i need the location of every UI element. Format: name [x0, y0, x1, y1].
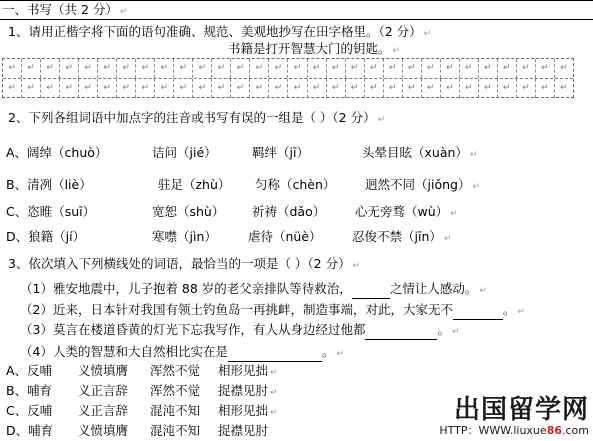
grid-cell[interactable]: ↵	[155, 59, 174, 78]
q3-option-b-3: 浑然不觉	[150, 383, 201, 398]
grid-cell[interactable]: ↵	[403, 79, 422, 98]
q3-item-3: （3）莫言在楼道昏黄的灯光下忘我写作，有人从身边经过他都 。 ↵	[20, 322, 460, 340]
q2-row-c-3: 祈祷（dǎo）	[252, 204, 326, 219]
grid-cell[interactable]: ↵	[460, 79, 479, 98]
grid-cell[interactable]: ↵	[60, 59, 79, 78]
section-rule	[0, 19, 593, 20]
grid-cell[interactable]: ↵	[41, 59, 60, 78]
q3-option-a-3: 浑然不觉	[150, 363, 201, 378]
grid-cell[interactable]: ↵	[174, 59, 193, 78]
watermark-url: HTTP：WWW.liuxue86.com	[439, 424, 589, 437]
writing-grid	[2, 58, 574, 98]
grid-cell[interactable]: ↵	[560, 63, 568, 73]
answer-blank[interactable]	[352, 285, 390, 299]
grid-cell[interactable]: ↵	[498, 79, 517, 98]
q3-option-b-4: 捉襟见肘 ↵	[218, 383, 278, 398]
q3-option-c-3: 混沌不知	[150, 403, 201, 418]
grid-cell[interactable]: ↵	[536, 79, 555, 98]
grid-cell[interactable]: ↵	[79, 59, 98, 78]
q2-row-b: B、清冽（liè）	[6, 177, 92, 192]
grid-cell[interactable]: ↵	[346, 79, 365, 98]
grid-cell[interactable]: ↵	[327, 59, 346, 78]
q3-option-a-4: 相形见拙 ↵	[218, 363, 278, 378]
grid-cell[interactable]: ↵	[3, 79, 22, 98]
grid-cell[interactable]: ↵	[174, 79, 193, 98]
q2-row-b-4: 迥然不同（jiǒng） ↵	[365, 177, 480, 192]
grid-cell[interactable]: ↵	[136, 79, 155, 98]
q2-prompt: 2、下列各组词语中加点字的注音或书写有误的一组是（ ）（2 分） ↵	[8, 110, 386, 125]
grid-cell[interactable]: ↵	[536, 59, 555, 78]
grid-cell[interactable]: ↵	[441, 59, 460, 78]
grid-cell[interactable]: ↵	[136, 59, 155, 78]
q3-option-c-2: 义正言辞	[78, 403, 129, 418]
q3-option-a-2: 义愤填膺	[78, 363, 129, 378]
q2-row-a-3: 羁绊（jī）	[252, 145, 309, 160]
grid-cell[interactable]: ↵	[22, 79, 41, 98]
q2-row-c: C、恣睢（suī）	[6, 204, 96, 219]
q3-option-c-4: 相形见拙 ↵	[218, 403, 278, 418]
grid-row-2	[3, 79, 573, 98]
q2-row-d-3: 虐待（nüè）	[248, 229, 322, 244]
answer-blank[interactable]	[453, 306, 503, 320]
watermark-title: 出国留学网	[453, 395, 589, 425]
grid-cell[interactable]: ↵	[288, 79, 307, 98]
grid-cell[interactable]: ↵	[365, 59, 384, 78]
section-title: 一、书写（共 2 分） ↵	[2, 2, 128, 17]
top-rule	[0, 0, 593, 1]
answer-blank[interactable]	[228, 348, 322, 362]
q1-prompt: 1、请用正楷字将下面的语句准确、规范、美观地抄写在田字格里。（2 分） ↵	[8, 24, 432, 39]
grid-cell[interactable]: ↵	[384, 59, 403, 78]
grid-cell[interactable]: ↵	[212, 59, 231, 78]
grid-cell[interactable]: ↵	[193, 79, 212, 98]
grid-cell[interactable]: ↵	[346, 59, 365, 78]
grid-cell[interactable]: ↵	[308, 79, 327, 98]
q3-item-2: （2）近来，日本针对我国有领土钓鱼岛一再挑衅，制造事端，对此，大家无不 。 ↵	[20, 302, 525, 320]
q3-option-b-2: 义正言辞	[78, 383, 129, 398]
q3-option-c: C、反哺	[6, 403, 53, 418]
q3-option-d-3: 混沌不知	[150, 423, 201, 438]
grid-cell[interactable]: ↵	[231, 79, 250, 98]
q2-row-b-2: 驻足（zhù）	[158, 177, 231, 192]
grid-cell[interactable]: ↵	[79, 79, 98, 98]
q3-prompt: 3、依次填入下列横线处的词语，最恰当的一项是（ ）（2 分） ↵	[8, 256, 361, 271]
grid-cell[interactable]: ↵	[460, 59, 479, 78]
q3-item-1: （1）雅安地震中，儿子抱着 88 岁的老父亲排队等待救治， 之情让人感动。 ↵	[20, 281, 487, 299]
grid-cell[interactable]: ↵	[403, 59, 422, 78]
q2-row-a-4: 头晕目眩（xuàn） ↵	[362, 145, 478, 160]
answer-blank[interactable]	[365, 326, 437, 340]
grid-cell[interactable]: ↵	[117, 59, 136, 78]
grid-cell[interactable]: ↵	[365, 79, 384, 98]
site-watermark	[439, 395, 589, 437]
grid-cell[interactable]: ↵	[155, 79, 174, 98]
grid-cell[interactable]: ↵	[498, 59, 517, 78]
grid-cell[interactable]: ↵	[98, 79, 117, 98]
grid-cell[interactable]: ↵	[517, 79, 536, 98]
grid-cell[interactable]: ↵	[212, 79, 231, 98]
q2-row-a: A、阔绰（chuò）	[6, 145, 108, 160]
q1-sentence: 书籍是打开智慧大门的钥匙。 ↵	[228, 41, 401, 56]
grid-cell[interactable]: ↵	[288, 59, 307, 78]
q2-row-a-2: 诘问（jié）	[152, 145, 217, 160]
q3-option-d-4: 捉襟见肘	[218, 423, 269, 438]
grid-cell[interactable]: ↵	[479, 79, 498, 98]
q2-row-b-3: 匀称（chèn）	[255, 177, 336, 192]
grid-cell[interactable]: ↵	[441, 79, 460, 98]
grid-cell[interactable]: ↵	[269, 79, 288, 98]
grid-cell[interactable]: ↵	[308, 59, 327, 78]
q3-option-d-2: 义愤填膺	[78, 423, 129, 438]
q2-row-d-4: 忍俊不禁（jīn） ↵	[352, 229, 452, 244]
grid-cell[interactable]: ↵	[384, 79, 403, 98]
grid-cell[interactable]: ↵	[517, 59, 536, 78]
q3-option-a: A、反哺	[6, 363, 53, 378]
grid-cell[interactable]: ↵	[269, 59, 288, 78]
grid-cell[interactable]: ↵	[560, 83, 568, 93]
q3-option-b: B、哺育	[6, 383, 53, 398]
q2-row-c-4: 心无旁骛（wù） ↵	[355, 204, 458, 219]
grid-cell[interactable]: ↵	[250, 79, 269, 98]
grid-cell[interactable]: ↵	[193, 59, 212, 78]
q2-row-c-2: 宽恕（shù）	[152, 204, 225, 219]
grid-cell[interactable]: ↵	[22, 59, 41, 78]
q3-option-d: D、哺育	[6, 423, 54, 438]
grid-cell[interactable]: ↵	[327, 79, 346, 98]
grid-cell[interactable]: ↵	[250, 59, 269, 78]
grid-cell[interactable]: ↵	[3, 59, 22, 78]
grid-cell[interactable]: ↵	[98, 59, 117, 78]
grid-row-1	[3, 59, 573, 79]
grid-cell[interactable]: ↵	[117, 79, 136, 98]
q2-row-d-2: 寒噤（jìn）	[152, 229, 217, 244]
grid-cell[interactable]: ↵	[422, 79, 441, 98]
q3-item-4: （4）人类的智慧和大自然相比实在是 。 ↵	[20, 344, 344, 362]
grid-cell[interactable]: ↵	[422, 59, 441, 78]
grid-cell[interactable]: ↵	[41, 79, 60, 98]
grid-cell[interactable]: ↵	[231, 59, 250, 78]
q2-row-d: D、狼籍（jí）	[6, 229, 86, 244]
grid-cell[interactable]: ↵	[479, 59, 498, 78]
grid-cell[interactable]: ↵	[60, 79, 79, 98]
